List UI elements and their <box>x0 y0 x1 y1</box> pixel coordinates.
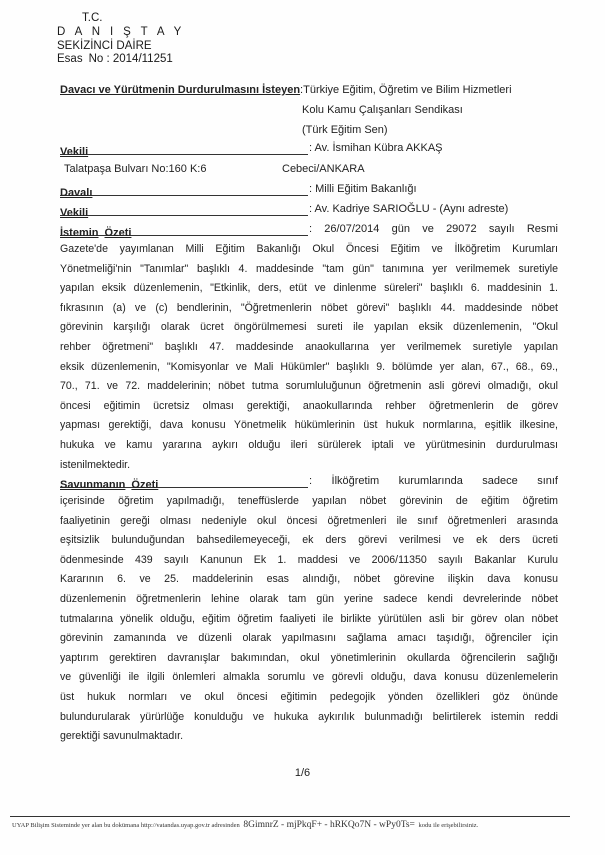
footer-access-note <box>12 820 478 830</box>
paragraph-line: fıkrasının (a) ve (c) bendlerinin, "Öğretmenlerin nöbet görevi" başlıklı 44. maddesinde nöbet <box>60 301 558 314</box>
request-summary-body <box>60 240 558 475</box>
header-tc: T.C. <box>82 12 103 24</box>
plaintiff-address-city: Cebeci/ANKARA <box>282 163 365 175</box>
paragraph-line: yapılan eksik düzenlemenin, "Etkinlik, ders, etüt ve dinlenme süreleri" başlıklı 6. maddesinin 1. <box>60 282 558 295</box>
defense-summary-first-line: : İlköğretim kurumlarında sadece sınıf <box>309 475 558 487</box>
defense-summary-body <box>60 492 558 747</box>
paragraph-line: hukuka ve kamu yararına aykırı olduğu ileri sürülerek iptali ve yürütmesinin durdurulması <box>60 438 558 451</box>
paragraph-line: öncesi eğitimin ücretsiz olması gerektiği, anaokullarında rehber öğretmenlerin de görev <box>60 399 558 412</box>
plaintiff-attorney: : Av. İsmihan Kübra AKKAŞ <box>309 142 443 154</box>
request-summary-label-2: Özeti <box>104 227 132 239</box>
paragraph-line: Gazete'de yayımlanan Milli Eğitim Bakanlığı Okul Öncesi Eğitim ve İlköğretim Kurumları <box>60 243 558 255</box>
footer-divider <box>10 816 570 817</box>
paragraph-line: görevinin zamanında ve düzenli olarak yapılmasını sağlama amacı taşıdığı, öğrenciler için <box>60 632 558 645</box>
defendant-label-underline <box>60 183 308 199</box>
header-court: D A N I Ş T A Y <box>57 26 185 38</box>
defense-summary-label-2: Özeti <box>131 479 159 491</box>
paragraph-line: üst hukuk normları ve okul öncesi eğitimin pedegojik yönden özellikleri göz önünde <box>60 690 558 703</box>
paragraph-line: yapması gerektiği, dava konusu Yönetmelik hükümlerinin üst hukuk normlarına, eşitlik ilkesine, <box>60 419 558 432</box>
paragraph-line: faaliyetinin gereği olması nedeniyle okul öncesi öğretmenleri ile sınıf öğretmenleri arasında <box>60 514 558 527</box>
defendant-attorney: : Av. Kadriye SARIOĞLU - (Aynı adreste) <box>309 203 509 215</box>
paragraph-line: rehber öğretmeni" başlıklı 47. maddesinde anaokullarına yer verilmemek suretiyle yapılan <box>60 340 558 353</box>
paragraph-line: eksik düzenlemenin, "Komisyonlar ve Mali Hükümler" başlıklı 9. bölümde yer alan, 67., 68., 69., <box>60 360 558 373</box>
footer-access-code: 8GimnrZ - mjPkqF+ - hRKQo7N - wPy0Ts= <box>243 820 415 830</box>
plaintiff-value-line-1: :Türkiye Eğitim, Öğretim ve Bilim Hizmetleri <box>300 84 512 96</box>
paragraph-line: düzenlemenin öğretmenlerin lehine olarak tam gün yerine sadece kendi devrelerinde nöbet <box>60 592 558 605</box>
plaintiff-attorney-label: Vekili <box>60 146 89 158</box>
defendant-attorney-label: Vekili <box>60 207 89 219</box>
paragraph-line: içerisinde öğretim yapılmadığı, teneffüslerde yapılan nöbet görevinin de eğitim öğretim <box>60 495 558 507</box>
paragraph-line: eşitsizlik bulunduğundan bahsedilemeyeceği, ek ders görevi verilmesi ve ek ders ücreti <box>60 534 558 547</box>
defense-summary-label-1: Savunmanın <box>60 479 126 491</box>
case-number-value: No : 2014/11251 <box>88 53 173 65</box>
request-summary-label-underline <box>60 223 308 239</box>
plaintiff-attorney-label-underline <box>60 142 308 158</box>
defendant: : Milli Eğitim Bakanlığı <box>309 183 417 195</box>
paragraph-line: ve güvenliği ile ilgili önlemleri almakla sorumlu ve görevli olduğu, dava konusu düzenlemelerin <box>60 671 558 684</box>
paragraph-line: yaptırım gerektiren davranışlar bakımından, okul yönetimlerinin okullarda öğrencilerin sağlığı <box>60 651 558 664</box>
plaintiff-value-line-2: Kolu Kamu Çalışanları Sendikası <box>302 104 463 116</box>
paragraph-line: Kararının 6. ve 25. maddelerinin esas alındığı, nöbet görevine ilişkin dava konusu <box>60 573 558 586</box>
page-number: 1/6 <box>294 767 311 779</box>
request-summary-label-1: İstemin <box>60 227 99 239</box>
plaintiff-row <box>60 84 512 97</box>
paragraph-line: gerektiği savunulmaktadır. <box>60 730 184 743</box>
paragraph-line: istenilmektedir. <box>60 458 131 471</box>
plaintiff-address-street: Talatpaşa Bulvarı No:160 K:6 <box>64 163 207 175</box>
defense-summary-label-underline <box>60 475 308 491</box>
plaintiff-label: Davacı ve Yürütmenin Durdurulmasını İsteyen <box>60 84 301 96</box>
defendant-label: Davalı <box>60 187 93 199</box>
paragraph-line: 70., 71. ve 72. maddelerinin; nöbet tutma sorumluluğunun öğretmenin asli görevi olmadığı, okul <box>60 380 558 393</box>
header-chamber: SEKİZİNCİ DAİRE <box>57 40 152 52</box>
case-number-label: Esas <box>57 53 83 65</box>
plaintiff-value-line-3: (Türk Eğitim Sen) <box>302 124 388 136</box>
paragraph-line: ödenmesinde 439 sayılı Kanunun Ek 1. maddesi ve 2006/11350 sayılı Bakanlar Kurulu <box>60 553 558 566</box>
defendant-attorney-label-underline <box>60 203 308 219</box>
footer-suffix: kodu ile erişebilirsiniz. <box>418 822 479 829</box>
paragraph-line: bulundurularak yürürlüğe konulduğu ve hukuka aykırılık bulunmadığı belirtilerek istemin reddi <box>60 710 558 723</box>
header-case-number <box>57 53 173 66</box>
paragraph-line: görevinin karşılığı olarak ücret öngörülmemesi sureti ile yapılan eksik düzenlemenin, "Okul <box>60 321 558 334</box>
paragraph-line: tutmalarına yönelik olduğu, eğitim öğretim faaliyeti ile birlikte yürütülen asli bir görev olan nöbet <box>60 612 558 625</box>
request-summary-first-line: : 26/07/2014 gün ve 29072 sayılı Resmi <box>309 223 558 235</box>
paragraph-line: Yönetmeliği'nin "Tanımlar" başlıklı 4. maddesinde "tam gün" tanımına yer verilmemek suretiyle <box>60 262 558 275</box>
footer-prefix: UYAP Bilişim Sisteminde yer alan bu dokümana http://vatandas.uyap.gov.tr adresinden <box>12 822 240 829</box>
